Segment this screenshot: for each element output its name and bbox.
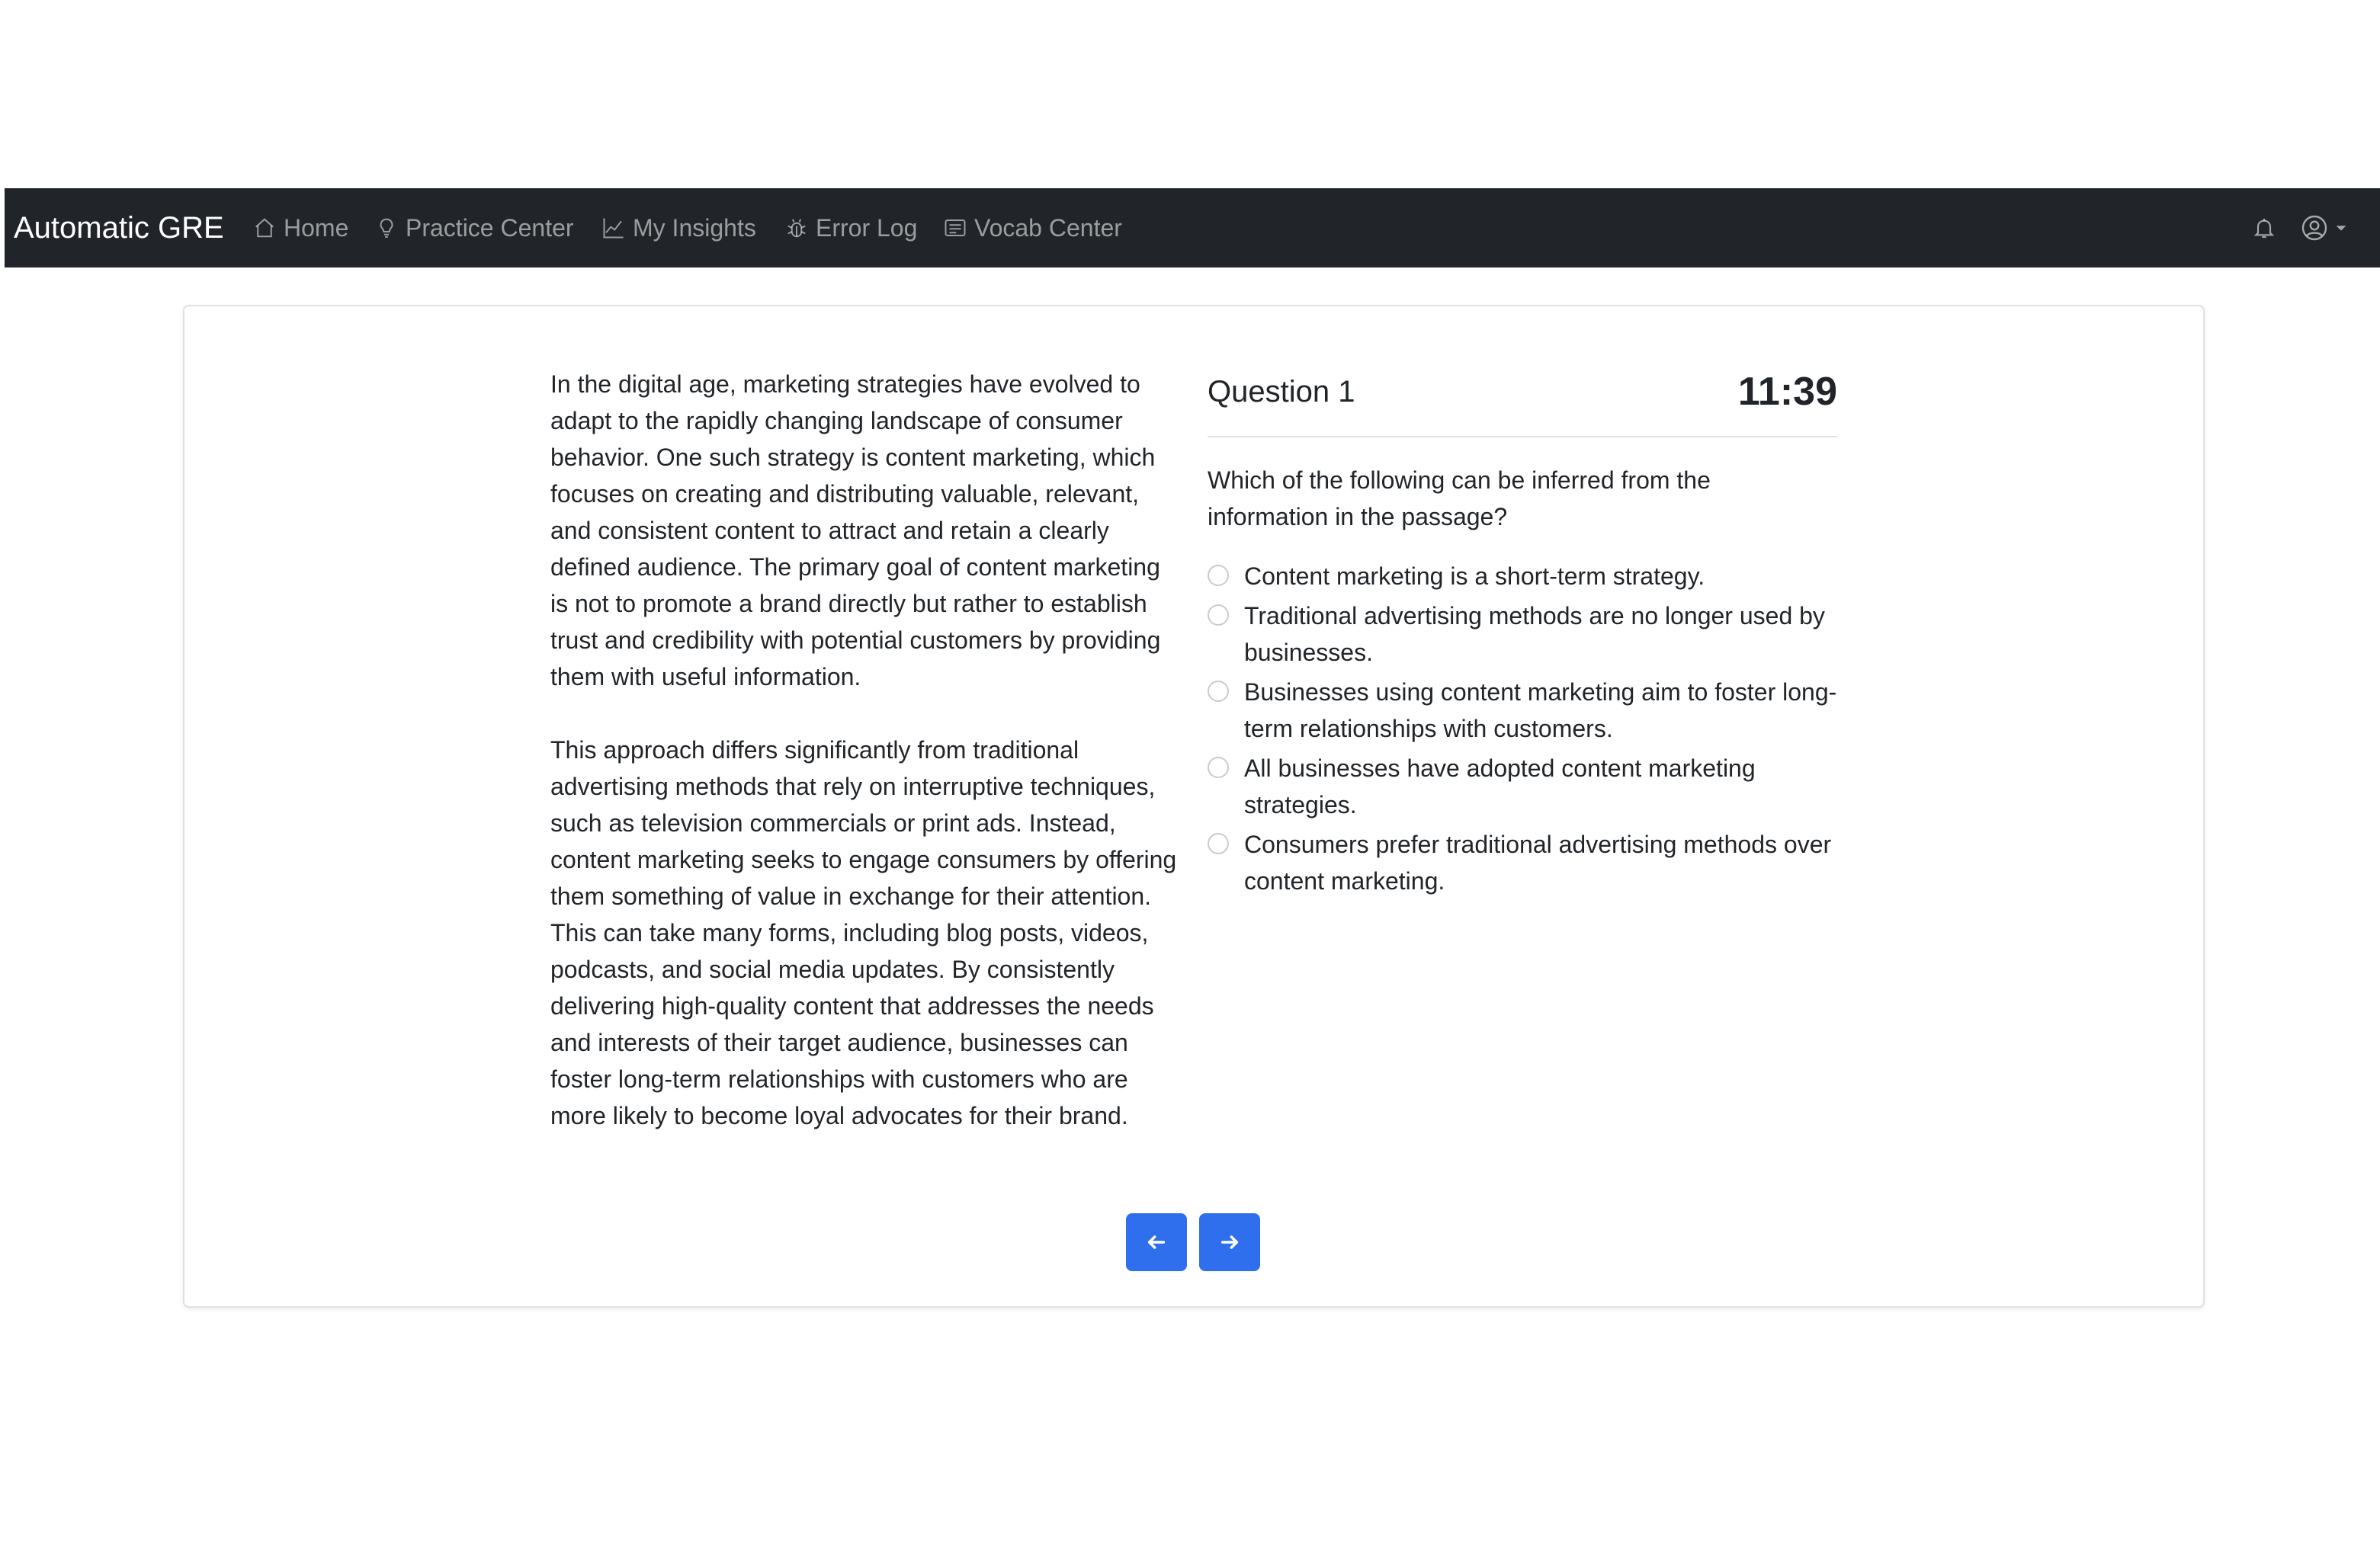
nav-item-practice-center[interactable]: [375, 188, 574, 267]
answer-options: [1208, 558, 1837, 899]
line-chart-icon: [602, 216, 625, 239]
user-menu-button[interactable]: [2301, 188, 2350, 267]
nav-item-home[interactable]: [253, 188, 348, 267]
answer-option[interactable]: [1208, 674, 1837, 747]
top-navbar: [5, 188, 2380, 267]
question-title: Question 1: [1208, 375, 1355, 408]
radio-button[interactable]: [1208, 757, 1229, 778]
passage-paragraph: This approach differs significantly from traditional advertising methods that rely on interruptive techniques, such as television commercials or print ads. Instead, content marketing seeks to engage consumers by offering them something of value in exchange for their attention. This can take many forms, including blog posts, videos, podcasts, and social media updates. By consistently delivering high-quality content that addresses the needs and interests of their target audience, businesses can foster long-term relationships with customers who are more likely to become loyal advocates for their brand.: [550, 736, 1177, 1129]
countdown-timer: 11:39: [1737, 370, 1837, 414]
arrow-left-icon: [1146, 1232, 1167, 1253]
answer-option[interactable]: [1208, 597, 1837, 671]
brand-logo[interactable]: Automatic GRE: [14, 211, 224, 245]
nav-item-label: My Insights: [633, 213, 756, 242]
passage-paragraph: In the digital age, marketing strategies have evolved to adapt to the rapidly changing landscape of consumer behavior. One such strategy is content marketing, which focuses on creating and distributing valuable, relevant, and consistent content to attract and retain a clearly defined audience. The primary goal of content marketing is not to promote a brand directly but rather to establish trust and credibility with potential customers by providing them with useful information.: [550, 370, 1161, 690]
bug-icon: [785, 216, 808, 239]
answer-option[interactable]: [1208, 750, 1837, 823]
next-question-button[interactable]: [1199, 1213, 1260, 1271]
radio-button[interactable]: [1208, 681, 1229, 702]
answer-option[interactable]: [1208, 826, 1837, 899]
question-header: [1208, 366, 1837, 437]
card-text-icon: [944, 216, 967, 239]
question-prompt: Which of the following can be inferred from the information in the passage?: [1208, 466, 1711, 530]
question-card: [183, 305, 2205, 1308]
option-label: Traditional advertising methods are no longer used by businesses.: [1244, 602, 1825, 666]
nav-item-label: Practice Center: [406, 213, 574, 242]
nav-item-label: Error Log: [816, 213, 918, 242]
radio-button[interactable]: [1208, 833, 1229, 854]
user-circle-icon: [2301, 214, 2328, 242]
caret-down-icon: [2333, 219, 2350, 236]
question-panel: [1208, 366, 1837, 902]
notifications-button[interactable]: [2252, 188, 2276, 267]
option-label: Content marketing is a short-term strategy.: [1244, 562, 1705, 590]
nav-item-my-insights[interactable]: [602, 188, 756, 267]
bell-icon: [2252, 216, 2276, 240]
option-label: All businesses have adopted content marketing strategies.: [1244, 754, 1756, 818]
answer-option[interactable]: [1208, 558, 1837, 594]
nav-item-vocab-center[interactable]: [944, 188, 1122, 267]
nav-item-error-log[interactable]: [785, 188, 917, 267]
reading-passage: [550, 366, 1183, 1171]
house-icon: [253, 216, 276, 239]
radio-button[interactable]: [1208, 604, 1229, 626]
nav-item-label: Vocab Center: [974, 213, 1122, 242]
arrow-right-icon: [1219, 1232, 1240, 1253]
radio-button[interactable]: [1208, 565, 1229, 586]
nav-item-label: Home: [284, 213, 349, 242]
previous-question-button[interactable]: [1126, 1213, 1187, 1271]
option-label: Consumers prefer traditional advertising methods over content marketing.: [1244, 831, 1832, 895]
lightbulb-icon: [375, 216, 398, 239]
option-label: Businesses using content marketing aim to foster long-term relationships with customers.: [1244, 678, 1837, 742]
